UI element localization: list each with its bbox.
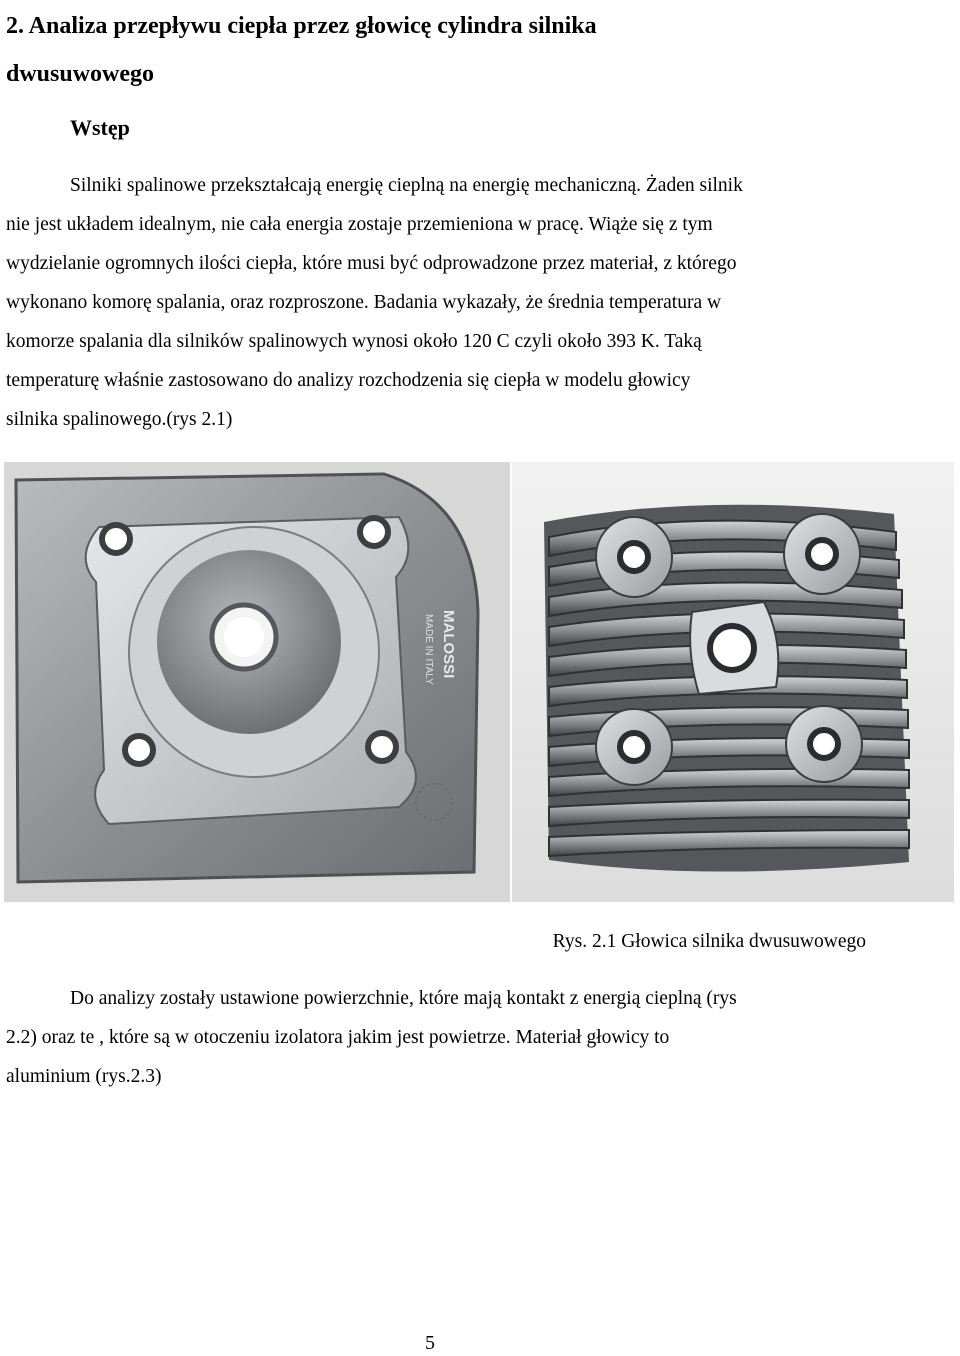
- engraving-text: MALOSSI: [440, 610, 457, 679]
- engraving-subtext: MADE IN ITALY: [423, 614, 434, 685]
- right-photo: [512, 462, 954, 902]
- analysis-line: Do analizy zostały ustawione powierzchnie, które mają kontakt z energią cieplną (rys: [70, 988, 737, 1009]
- analysis-line: aluminium (rys.2.3): [6, 1066, 162, 1087]
- intro-line: wydzielanie ogromnych ilości ciepła, które musi być odprowadzone przez materiał, z którego: [6, 253, 737, 274]
- subsection-heading: Wstęp: [70, 115, 130, 140]
- intro-line: silnika spalinowego.(rys 2.1): [6, 409, 233, 430]
- section-heading-line-1: 2. Analiza przepływu ciepła przez głowicę cylindra silnika: [6, 13, 597, 39]
- section-heading-line-2: dwusuwowego: [6, 61, 155, 87]
- left-photo: [4, 462, 510, 902]
- page-number: 5: [425, 1332, 435, 1354]
- cylinder-head-figure: [4, 462, 954, 902]
- intro-line: temperaturę właśnie zastosowano do analizy rozchodzenia się ciepła w modelu głowicy: [6, 370, 691, 391]
- cylinder-head-photos: [4, 462, 954, 902]
- analysis-line: 2.2) oraz te , które są w otoczeniu izolatora jakim jest powietrze. Materiał głowicy to: [6, 1027, 670, 1048]
- intro-line: komorze spalania dla silników spalinowych wynosi około 120 C czyli około 393 K. Taką: [6, 331, 702, 352]
- intro-line: wykonano komorę spalania, oraz rozproszone. Badania wykazały, że średnia temperatura w: [6, 292, 722, 313]
- section-heading: [6, 2, 906, 98]
- intro-line: nie jest układem idealnym, nie cała energia zostaje przemieniona w pracę. Wiąże się z tym: [6, 214, 713, 235]
- figure-caption: Rys. 2.1 Głowica silnika dwusuwowego: [552, 931, 866, 952]
- intro-line: Silniki spalinowe przekształcają energię cieplną na energię mechaniczną. Żaden silnik: [70, 175, 743, 196]
